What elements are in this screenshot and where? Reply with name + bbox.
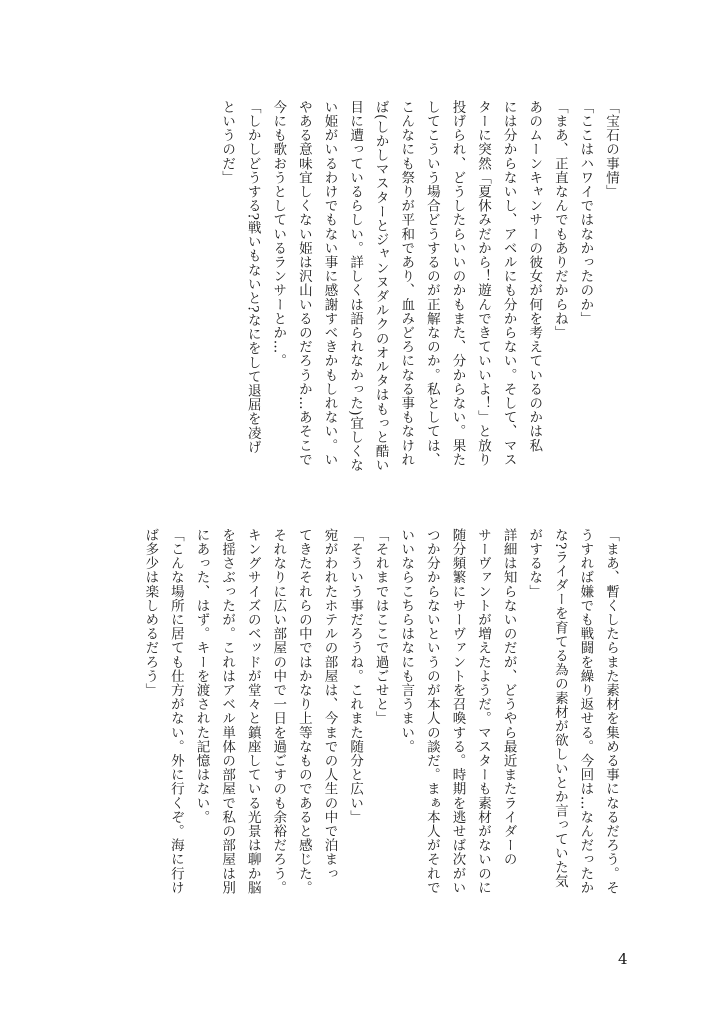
text-column: 「ここはハワイではなかったのか」 (577, 100, 594, 326)
text-column: 「それまではここで過ごせと」 (372, 528, 389, 726)
text-column: 目に遭っているらしい。詳しくは語られなかった)宜しくな (347, 100, 364, 473)
text-column: 「こんな場所に居ても仕方がない。外に行くぞ。海に行け (167, 528, 184, 895)
text-column: うすれば嫌でも戦闘を繰り返せる。今回は…なんだったか (577, 528, 594, 895)
text-column: それなりに広い部屋の中で一日を過ごすのも余裕だろう。 (270, 528, 287, 895)
text-column: ば多少は楽しめるだろう」 (142, 528, 159, 698)
text-column: ば(しかしマスターとジャンヌダルクのオルタはもっと酷い (372, 100, 389, 473)
text-column: を揺さぶったが。これはアベル単体の部屋で私の部屋は別 (219, 528, 236, 895)
text-column: な?ライダーを育てる為の素材が欲しいとか言っていた気 (551, 528, 568, 889)
text-column: つか分からないというのが本人の談だ。まぁ本人がそれで (423, 528, 440, 895)
text-column: 投げられ、どうしたらいいのかもまた、分からない。果た (449, 100, 466, 467)
text-column: してこういう場合どうするのが正解なのか。私としては、 (423, 100, 440, 467)
text-column: 「まあ、正直なんでもありだからね」 (551, 100, 568, 340)
text-block-bottom (23, 528, 623, 928)
text-column: 「まあ、暫くしたらまた素材を集める事になるだろう。そ (603, 528, 619, 895)
text-column: 今にも歌おうとしているランサーとか…。 (270, 100, 287, 368)
text-column: いいならこちらはなにも言うまい。 (398, 528, 415, 754)
text-column: 「そういう事だろうね。これまた随分と広い」 (347, 528, 364, 825)
text-block-top (33, 100, 623, 500)
text-column: やある意味宜しくない姫は沢山いるのだろうか…あそこで (295, 100, 312, 467)
text-column: サーヴァントが増えたようだ。マスターも素材がないのに (475, 528, 492, 895)
text-column: 「しかしどうする?戦いもないと?なにをして退屈を凌げ (244, 100, 261, 455)
text-column: 宛がわれたホテルの部屋は、今までの人生の中で泊まっ (321, 528, 338, 881)
text-column: てきたそれらの中ではかなり上等なものであると感じた。 (295, 528, 312, 895)
text-column: こんなにも祭りが平和であり、血みどろになる事もなけれ (398, 100, 415, 467)
text-column: あのムーンキャンサーの彼女が何を考えているのかは私 (526, 100, 543, 453)
page-number: 4 (618, 950, 628, 968)
text-column: 随分頻繁にサーヴァントを召喚する。時期を逃せば次がい (449, 528, 466, 895)
text-column: 「宝石の事情」 (603, 100, 619, 199)
text-column: い姫がいるわけでもない事に感謝すべきかもしれない。い (321, 100, 338, 467)
text-column: には分からないし、アベルにも分からない。そして、マス (500, 100, 517, 467)
text-column: がするな」 (526, 528, 543, 599)
text-column: キングサイズのベッドが堂々と鎮座している光景は聊か脳 (244, 528, 261, 895)
text-column: というのだ」 (219, 100, 236, 185)
text-column: にあった、はず。キーを渡された記憶はない。 (193, 528, 210, 825)
text-column: ターに突然「夏休みだから！遊んできていいよ！」と放り (475, 100, 492, 467)
text-column: 詳細は知らないのだが、どうやら最近またライダーの (500, 528, 517, 867)
